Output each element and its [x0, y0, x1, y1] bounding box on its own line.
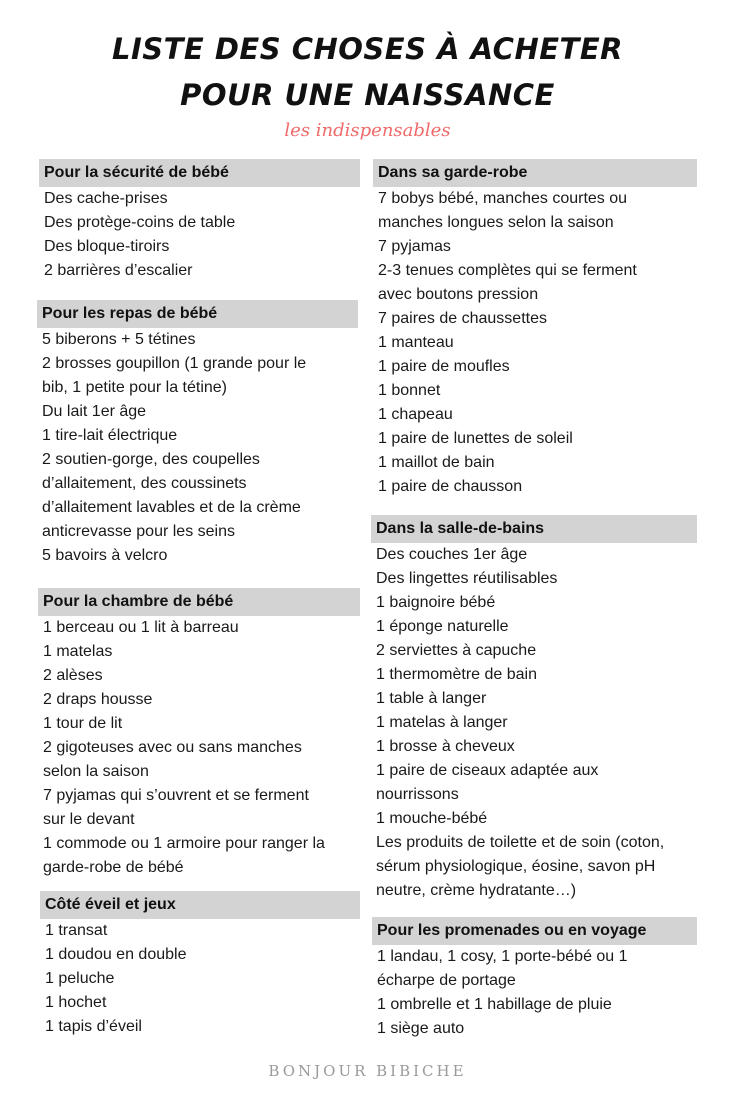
page-title-line-2: POUR UNE NAISSANCE	[180, 78, 555, 112]
footer-brand: BONJOUR BIBICHE	[268, 1062, 467, 1080]
section-heading: Pour la sécurité de bébé	[39, 159, 360, 187]
page-subtitle: les indispensables	[284, 120, 451, 141]
item-list	[373, 187, 697, 499]
list-item: 7 pyjamas qui s’ouvrent et se ferment	[43, 787, 309, 804]
list-item: d’allaitement lavables et de la crème	[42, 499, 301, 516]
item-list	[371, 543, 697, 903]
list-item: 1 manteau	[378, 334, 454, 351]
list-item: 5 bavoirs à velcro	[42, 547, 168, 564]
item-list	[37, 328, 358, 568]
list-item: Des protège-coins de table	[44, 214, 236, 231]
list-item: 1 doudou en double	[45, 946, 187, 963]
list-item: 1 hochet	[45, 994, 107, 1011]
list-item: 1 paire de moufles	[378, 358, 510, 375]
list-item: neutre, crème hydratante…)	[376, 882, 577, 899]
list-item: Des couches 1er âge	[376, 546, 528, 563]
list-item: 1 maillot de bain	[378, 454, 495, 471]
item-list	[38, 616, 360, 880]
list-item: Des lingettes réutilisables	[376, 570, 558, 587]
list-item: 7 paires de chaussettes	[378, 310, 547, 327]
list-item: 1 tour de lit	[43, 715, 123, 732]
list-item: sur le devant	[43, 811, 135, 828]
list-item: 1 bonnet	[378, 382, 441, 399]
list-item: garde-robe de bébé	[43, 859, 184, 876]
list-item: 1 tire-lait électrique	[42, 427, 178, 444]
section-heading: Côté éveil et jeux	[40, 891, 360, 919]
list-item: 1 ombrelle et 1 habillage de pluie	[377, 996, 612, 1013]
list-item: 2 alèses	[43, 667, 103, 684]
list-item: sérum physiologique, éosine, savon pH	[376, 858, 656, 875]
list-item: 1 tapis d’éveil	[45, 1018, 142, 1035]
list-item: 7 bobys bébé, manches courtes ou	[378, 190, 628, 207]
page-title-line-1: LISTE DES CHOSES À ACHETER	[112, 32, 623, 66]
list-item: 1 commode ou 1 armoire pour ranger la	[43, 835, 325, 852]
list-item: Les produits de toilette et de soin (coton,	[376, 834, 665, 851]
section-salle-de-bains	[371, 515, 697, 903]
list-item: 1 paire de ciseaux adaptée aux	[376, 762, 599, 779]
list-item: 1 siège auto	[377, 1020, 465, 1037]
list-item: 2 serviettes à capuche	[376, 642, 537, 659]
section-promenades	[372, 917, 697, 1041]
list-item: 1 éponge naturelle	[376, 618, 509, 635]
list-item: bib, 1 petite pour la tétine)	[42, 379, 228, 396]
list-item: 1 table à langer	[376, 690, 487, 707]
section-securite	[39, 159, 360, 283]
list-item: écharpe de portage	[377, 972, 516, 989]
list-item: 1 matelas à langer	[376, 714, 508, 731]
list-item: nourrissons	[376, 786, 459, 803]
list-item: 2 brosses goupillon (1 grande pour le	[42, 355, 307, 372]
item-list	[40, 919, 360, 1039]
list-item: 2 draps housse	[43, 691, 153, 708]
section-heading: Dans la salle-de-bains	[371, 515, 697, 543]
list-item: 2 gigoteuses avec ou sans manches	[43, 739, 302, 756]
list-item: anticrevasse pour les seins	[42, 523, 235, 540]
section-heading: Pour la chambre de bébé	[38, 588, 360, 616]
list-item: 2 soutien-gorge, des coupelles	[42, 451, 260, 468]
section-repas	[37, 300, 358, 568]
list-item: 2-3 tenues complètes qui se ferment	[378, 262, 637, 279]
list-item: 1 peluche	[45, 970, 115, 987]
list-item: Du lait 1er âge	[42, 403, 147, 420]
section-eveil	[40, 891, 360, 1039]
list-item: 1 baignoire bébé	[376, 594, 496, 611]
list-item: 1 matelas	[43, 643, 113, 660]
list-item: 1 mouche-bébé	[376, 810, 488, 827]
list-item: Des bloque-tiroirs	[44, 238, 170, 255]
list-item: 1 thermomètre de bain	[376, 666, 537, 683]
item-list	[372, 945, 697, 1041]
section-heading: Pour les repas de bébé	[37, 300, 358, 328]
list-item: selon la saison	[43, 763, 149, 780]
list-item: manches longues selon la saison	[378, 214, 614, 231]
section-chambre	[38, 588, 360, 880]
list-item: d’allaitement, des coussinets	[42, 475, 247, 492]
list-item: 1 paire de chausson	[378, 478, 523, 495]
list-item: 1 chapeau	[378, 406, 453, 423]
item-list	[39, 187, 360, 283]
list-item: 1 landau, 1 cosy, 1 porte-bébé ou 1	[377, 948, 628, 965]
list-item: avec boutons pression	[378, 286, 539, 303]
list-item: 1 paire de lunettes de soleil	[378, 430, 573, 447]
list-item: 1 berceau ou 1 lit à barreau	[43, 619, 239, 636]
list-item: 2 barrières d’escalier	[44, 262, 193, 279]
list-item: 1 brosse à cheveux	[376, 738, 515, 755]
list-item: Des cache-prises	[44, 190, 168, 207]
list-item: 5 biberons + 5 tétines	[42, 331, 196, 348]
list-item: 7 pyjamas	[378, 238, 451, 255]
section-garde-robe	[373, 159, 697, 499]
list-item: 1 transat	[45, 922, 108, 939]
section-heading: Pour les promenades ou en voyage	[372, 917, 697, 945]
section-heading: Dans sa garde-robe	[373, 159, 697, 187]
